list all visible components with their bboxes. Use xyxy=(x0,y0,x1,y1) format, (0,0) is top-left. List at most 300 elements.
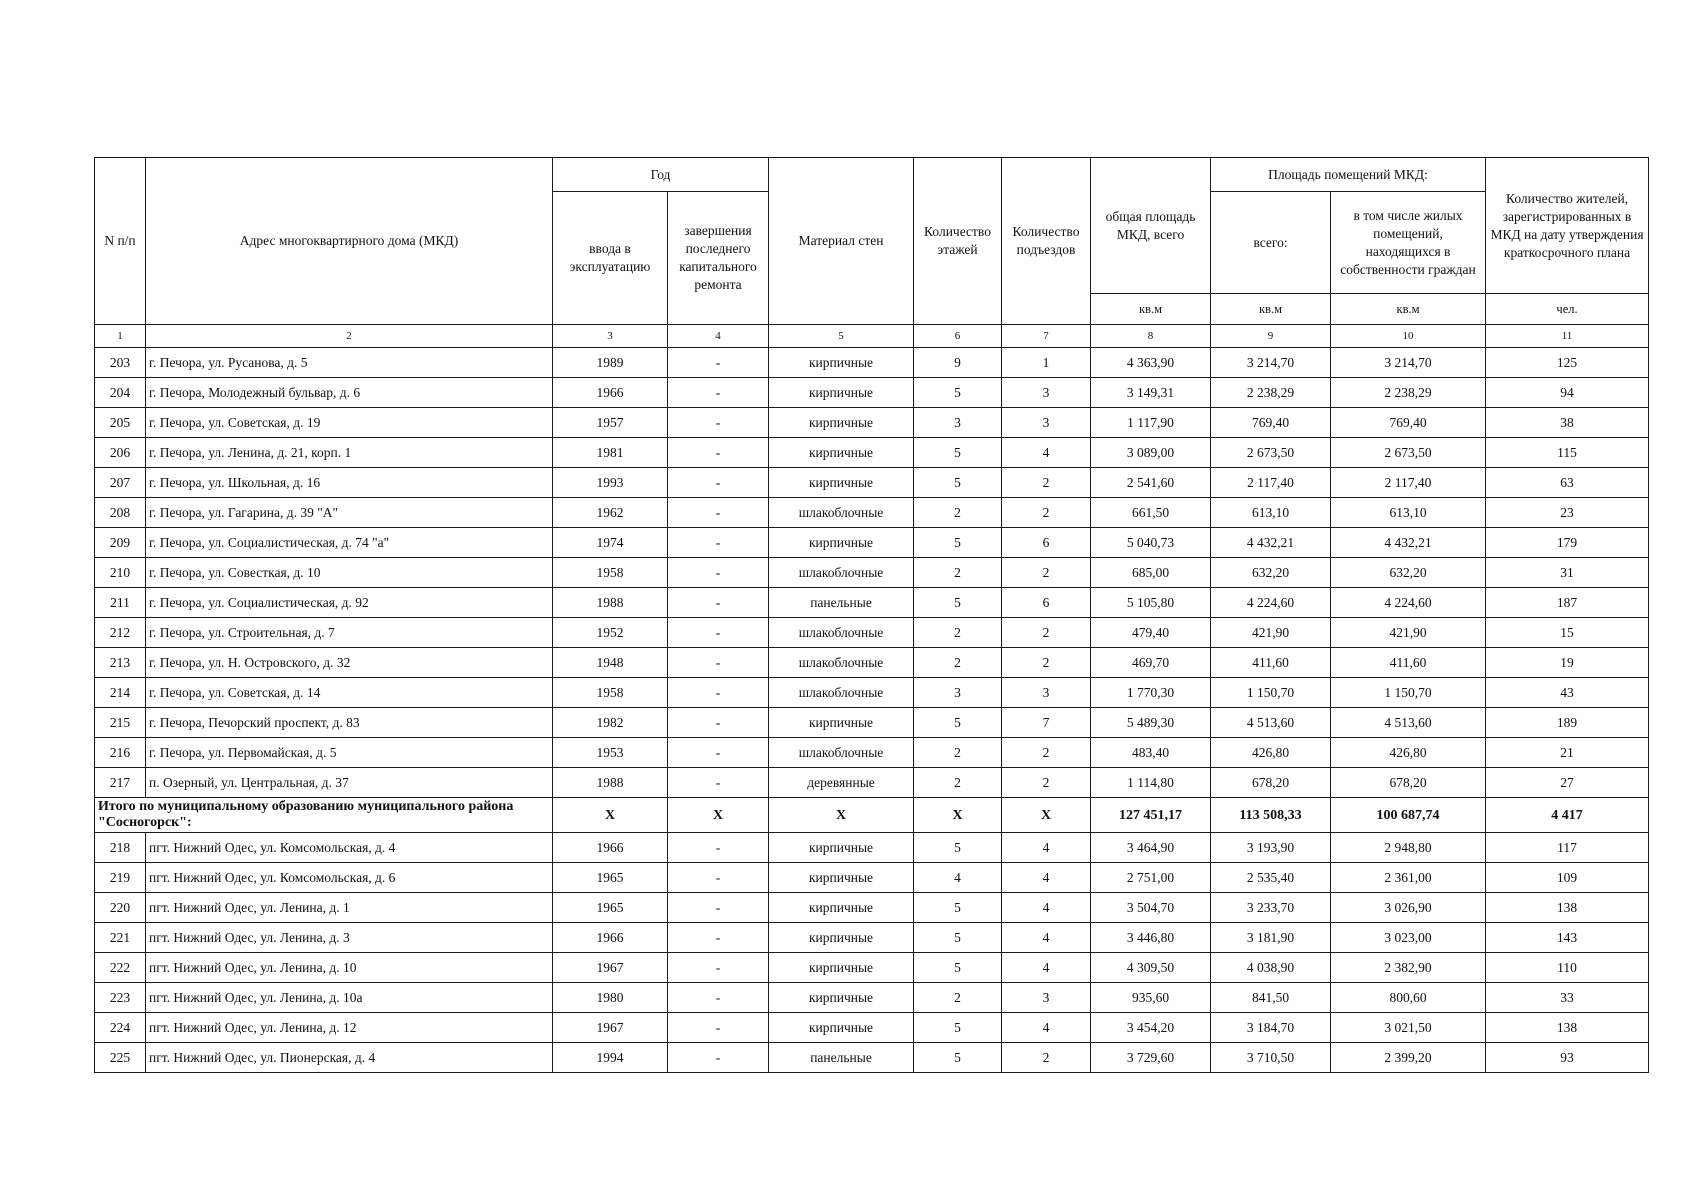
wall-material-cell: деревянные xyxy=(769,768,914,798)
floors-cell: 5 xyxy=(914,528,1002,558)
entrances-cell: 6 xyxy=(1002,588,1091,618)
year-commission-cell: 1957 xyxy=(553,408,668,438)
entrances-cell: 2 xyxy=(1002,468,1091,498)
premises-private-cell: 2 382,90 xyxy=(1331,953,1486,983)
row-number: 210 xyxy=(95,558,146,588)
premises-private-cell: 800,60 xyxy=(1331,983,1486,1013)
row-number: 222 xyxy=(95,953,146,983)
address-cell: г. Печора, Печорский проспект, д. 83 xyxy=(146,708,553,738)
premises-all-cell: 411,60 xyxy=(1211,648,1331,678)
table-row xyxy=(95,983,1649,1013)
table-row xyxy=(95,1013,1649,1043)
entrances-cell: 4 xyxy=(1002,833,1091,863)
year-repair-cell: - xyxy=(668,438,769,468)
column-number: 9 xyxy=(1211,325,1331,348)
table-row xyxy=(95,468,1649,498)
total-value: 100 687,74 xyxy=(1331,798,1486,833)
table-row xyxy=(95,438,1649,468)
entrances-cell: 6 xyxy=(1002,528,1091,558)
entrances-cell: 4 xyxy=(1002,893,1091,923)
year-commission-cell: 1958 xyxy=(553,678,668,708)
floors-cell: 4 xyxy=(914,863,1002,893)
premises-private-cell: 3 021,50 xyxy=(1331,1013,1486,1043)
entrances-cell: 3 xyxy=(1002,378,1091,408)
address-cell: пгт. Нижний Одес, ул. Ленина, д. 12 xyxy=(146,1013,553,1043)
floors-cell: 2 xyxy=(914,738,1002,768)
premises-all-cell: 1 150,70 xyxy=(1211,678,1331,708)
wall-material-cell: панельные xyxy=(769,1043,914,1073)
total-area-cell: 3 446,80 xyxy=(1091,923,1211,953)
total-value: X xyxy=(1002,798,1091,833)
floors-cell: 5 xyxy=(914,438,1002,468)
year-commission-cell: 1994 xyxy=(553,1043,668,1073)
premises-all-cell: 3 214,70 xyxy=(1211,348,1331,378)
entrances-cell: 2 xyxy=(1002,648,1091,678)
total-area-cell: 3 149,31 xyxy=(1091,378,1211,408)
residents-cell: 179 xyxy=(1486,528,1649,558)
premises-private-cell: 2 361,00 xyxy=(1331,863,1486,893)
year-repair-cell: - xyxy=(668,738,769,768)
premises-private-cell: 2 673,50 xyxy=(1331,438,1486,468)
year-commission-cell: 1967 xyxy=(553,953,668,983)
table-row xyxy=(95,833,1649,863)
year-commission-cell: 1974 xyxy=(553,528,668,558)
total-area-cell: 3 454,20 xyxy=(1091,1013,1211,1043)
premises-all-cell: 3 193,90 xyxy=(1211,833,1331,863)
year-repair-cell: - xyxy=(668,408,769,438)
row-number: 219 xyxy=(95,863,146,893)
year-commission-cell: 1966 xyxy=(553,833,668,863)
address-cell: пгт. Нижний Одес, ул. Пионерская, д. 4 xyxy=(146,1043,553,1073)
table-row xyxy=(95,953,1649,983)
total-area-cell: 3 504,70 xyxy=(1091,893,1211,923)
year-repair-cell: - xyxy=(668,863,769,893)
premises-all-cell: 841,50 xyxy=(1211,983,1331,1013)
header-year-commission: ввода в эксплуатацию xyxy=(553,192,668,325)
wall-material-cell: кирпичные xyxy=(769,708,914,738)
premises-all-cell: 4 038,90 xyxy=(1211,953,1331,983)
wall-material-cell: кирпичные xyxy=(769,528,914,558)
year-repair-cell: - xyxy=(668,348,769,378)
table-row xyxy=(95,708,1649,738)
wall-material-cell: шлакоблочные xyxy=(769,618,914,648)
row-number: 212 xyxy=(95,618,146,648)
table-row xyxy=(95,498,1649,528)
wall-material-cell: кирпичные xyxy=(769,1013,914,1043)
residents-cell: 23 xyxy=(1486,498,1649,528)
header-year-repair: завершения последнего капитального ремонта xyxy=(668,192,769,325)
wall-material-cell: шлакоблочные xyxy=(769,558,914,588)
residents-cell: 138 xyxy=(1486,1013,1649,1043)
residents-cell: 189 xyxy=(1486,708,1649,738)
year-commission-cell: 1967 xyxy=(553,1013,668,1043)
premises-private-cell: 632,20 xyxy=(1331,558,1486,588)
year-repair-cell: - xyxy=(668,498,769,528)
year-repair-cell: - xyxy=(668,648,769,678)
unit-premises-private: кв.м xyxy=(1331,294,1486,325)
total-value: X xyxy=(553,798,668,833)
year-repair-cell: - xyxy=(668,678,769,708)
premises-all-cell: 769,40 xyxy=(1211,408,1331,438)
header-wall-material: Материал стен xyxy=(769,158,914,325)
year-commission-cell: 1993 xyxy=(553,468,668,498)
entrances-cell: 4 xyxy=(1002,438,1091,468)
table-row xyxy=(95,1043,1649,1073)
entrances-cell: 3 xyxy=(1002,408,1091,438)
entrances-cell: 2 xyxy=(1002,498,1091,528)
wall-material-cell: кирпичные xyxy=(769,438,914,468)
column-number: 2 xyxy=(146,325,553,348)
year-commission-cell: 1966 xyxy=(553,923,668,953)
year-repair-cell: - xyxy=(668,833,769,863)
row-number: 203 xyxy=(95,348,146,378)
total-value: 4 417 xyxy=(1486,798,1649,833)
floors-cell: 3 xyxy=(914,678,1002,708)
table-row xyxy=(95,648,1649,678)
wall-material-cell: кирпичные xyxy=(769,378,914,408)
floors-cell: 5 xyxy=(914,1013,1002,1043)
header-address: Адрес многоквартирного дома (МКД) xyxy=(146,158,553,325)
premises-private-cell: 2 399,20 xyxy=(1331,1043,1486,1073)
floors-cell: 5 xyxy=(914,1043,1002,1073)
table-row xyxy=(95,558,1649,588)
header-floors: Количество этажей xyxy=(914,158,1002,325)
table-row xyxy=(95,863,1649,893)
wall-material-cell: кирпичные xyxy=(769,833,914,863)
year-repair-cell: - xyxy=(668,528,769,558)
total-value: 113 508,33 xyxy=(1211,798,1331,833)
floors-cell: 5 xyxy=(914,468,1002,498)
entrances-cell: 4 xyxy=(1002,863,1091,893)
total-label: Итого по муниципальному образованию муниципального района "Сосногорск": xyxy=(95,798,553,833)
floors-cell: 3 xyxy=(914,408,1002,438)
address-cell: пгт. Нижний Одес, ул. Комсомольская, д. 6 xyxy=(146,863,553,893)
total-area-cell: 685,00 xyxy=(1091,558,1211,588)
header-total-area: общая площадь МКД, всего xyxy=(1091,158,1211,294)
column-number: 4 xyxy=(668,325,769,348)
row-number: 204 xyxy=(95,378,146,408)
residents-cell: 21 xyxy=(1486,738,1649,768)
entrances-cell: 2 xyxy=(1002,738,1091,768)
year-repair-cell: - xyxy=(668,618,769,648)
total-row xyxy=(95,798,1649,833)
row-number: 218 xyxy=(95,833,146,863)
residents-cell: 117 xyxy=(1486,833,1649,863)
entrances-cell: 4 xyxy=(1002,953,1091,983)
floors-cell: 5 xyxy=(914,588,1002,618)
premises-private-cell: 3 026,90 xyxy=(1331,893,1486,923)
header-row-1 xyxy=(95,158,1649,192)
floors-cell: 5 xyxy=(914,708,1002,738)
year-commission-cell: 1958 xyxy=(553,558,668,588)
premises-all-cell: 4 432,21 xyxy=(1211,528,1331,558)
address-cell: г. Печора, ул. Первомайская, д. 5 xyxy=(146,738,553,768)
premises-private-cell: 769,40 xyxy=(1331,408,1486,438)
premises-private-cell: 3 214,70 xyxy=(1331,348,1486,378)
row-number: 217 xyxy=(95,768,146,798)
residents-cell: 115 xyxy=(1486,438,1649,468)
address-cell: г. Печора, ул. Социалистическая, д. 74 "а" xyxy=(146,528,553,558)
table-row xyxy=(95,678,1649,708)
residents-cell: 138 xyxy=(1486,893,1649,923)
entrances-cell: 2 xyxy=(1002,618,1091,648)
total-area-cell: 3 089,00 xyxy=(1091,438,1211,468)
address-cell: г. Печора, ул. Совесткая, д. 10 xyxy=(146,558,553,588)
total-area-cell: 4 363,90 xyxy=(1091,348,1211,378)
row-number: 205 xyxy=(95,408,146,438)
premises-private-cell: 4 513,60 xyxy=(1331,708,1486,738)
wall-material-cell: панельные xyxy=(769,588,914,618)
total-area-cell: 1 770,30 xyxy=(1091,678,1211,708)
year-repair-cell: - xyxy=(668,708,769,738)
year-commission-cell: 1948 xyxy=(553,648,668,678)
premises-all-cell: 613,10 xyxy=(1211,498,1331,528)
total-area-cell: 661,50 xyxy=(1091,498,1211,528)
column-number: 5 xyxy=(769,325,914,348)
row-number: 207 xyxy=(95,468,146,498)
column-number-row xyxy=(95,325,1649,348)
residents-cell: 187 xyxy=(1486,588,1649,618)
header-year: Год xyxy=(553,158,769,192)
total-area-cell: 2 541,60 xyxy=(1091,468,1211,498)
address-cell: г. Печора, ул. Русанова, д. 5 xyxy=(146,348,553,378)
year-repair-cell: - xyxy=(668,588,769,618)
premises-all-cell: 4 224,60 xyxy=(1211,588,1331,618)
entrances-cell: 1 xyxy=(1002,348,1091,378)
premises-private-cell: 411,60 xyxy=(1331,648,1486,678)
year-commission-cell: 1965 xyxy=(553,863,668,893)
premises-private-cell: 613,10 xyxy=(1331,498,1486,528)
residents-cell: 93 xyxy=(1486,1043,1649,1073)
residents-cell: 110 xyxy=(1486,953,1649,983)
address-cell: г. Печора, ул. Социалистическая, д. 92 xyxy=(146,588,553,618)
table-row xyxy=(95,618,1649,648)
address-cell: пгт. Нижний Одес, ул. Ленина, д. 10 xyxy=(146,953,553,983)
entrances-cell: 7 xyxy=(1002,708,1091,738)
table-row xyxy=(95,348,1649,378)
header-n: N п/п xyxy=(95,158,146,325)
row-number: 225 xyxy=(95,1043,146,1073)
address-cell: г. Печора, ул. Ленина, д. 21, корп. 1 xyxy=(146,438,553,468)
residents-cell: 38 xyxy=(1486,408,1649,438)
premises-all-cell: 2 673,50 xyxy=(1211,438,1331,468)
row-number: 211 xyxy=(95,588,146,618)
table-row xyxy=(95,408,1649,438)
table-row xyxy=(95,923,1649,953)
year-repair-cell: - xyxy=(668,768,769,798)
premises-private-cell: 678,20 xyxy=(1331,768,1486,798)
premises-all-cell: 632,20 xyxy=(1211,558,1331,588)
year-commission-cell: 1965 xyxy=(553,893,668,923)
header-residents: Количество жителей, зарегистрированных в МКД на дату утверждения краткосрочного плана xyxy=(1486,158,1649,294)
premises-all-cell: 2 238,29 xyxy=(1211,378,1331,408)
year-repair-cell: - xyxy=(668,1043,769,1073)
wall-material-cell: шлакоблочные xyxy=(769,498,914,528)
address-cell: пгт. Нижний Одес, ул. Ленина, д. 10а xyxy=(146,983,553,1013)
floors-cell: 2 xyxy=(914,618,1002,648)
row-number: 213 xyxy=(95,648,146,678)
residents-cell: 94 xyxy=(1486,378,1649,408)
table-row xyxy=(95,768,1649,798)
premises-private-cell: 421,90 xyxy=(1331,618,1486,648)
column-number: 6 xyxy=(914,325,1002,348)
housing-table xyxy=(94,157,1649,1073)
total-area-cell: 2 751,00 xyxy=(1091,863,1211,893)
floors-cell: 5 xyxy=(914,923,1002,953)
total-area-cell: 935,60 xyxy=(1091,983,1211,1013)
residents-cell: 27 xyxy=(1486,768,1649,798)
total-value: 127 451,17 xyxy=(1091,798,1211,833)
premises-all-cell: 3 184,70 xyxy=(1211,1013,1331,1043)
wall-material-cell: кирпичные xyxy=(769,893,914,923)
total-area-cell: 483,40 xyxy=(1091,738,1211,768)
address-cell: пгт. Нижний Одес, ул. Ленина, д. 3 xyxy=(146,923,553,953)
floors-cell: 2 xyxy=(914,558,1002,588)
total-area-cell: 5 040,73 xyxy=(1091,528,1211,558)
address-cell: г. Печора, ул. Н. Островского, д. 32 xyxy=(146,648,553,678)
wall-material-cell: шлакоблочные xyxy=(769,648,914,678)
wall-material-cell: кирпичные xyxy=(769,408,914,438)
premises-private-cell: 426,80 xyxy=(1331,738,1486,768)
premises-all-cell: 421,90 xyxy=(1211,618,1331,648)
year-commission-cell: 1953 xyxy=(553,738,668,768)
table-row xyxy=(95,378,1649,408)
total-area-cell: 5 489,30 xyxy=(1091,708,1211,738)
floors-cell: 5 xyxy=(914,378,1002,408)
header-premises-area: Площадь помещений МКД: xyxy=(1211,158,1486,192)
row-number: 206 xyxy=(95,438,146,468)
total-area-cell: 1 114,80 xyxy=(1091,768,1211,798)
floors-cell: 2 xyxy=(914,648,1002,678)
year-repair-cell: - xyxy=(668,1013,769,1043)
year-commission-cell: 1989 xyxy=(553,348,668,378)
premises-private-cell: 2 117,40 xyxy=(1331,468,1486,498)
row-number: 216 xyxy=(95,738,146,768)
floors-cell: 2 xyxy=(914,498,1002,528)
residents-cell: 43 xyxy=(1486,678,1649,708)
header-entrances: Количество подъездов xyxy=(1002,158,1091,325)
year-commission-cell: 1981 xyxy=(553,438,668,468)
entrances-cell: 2 xyxy=(1002,768,1091,798)
row-number: 223 xyxy=(95,983,146,1013)
floors-cell: 2 xyxy=(914,983,1002,1013)
column-number: 7 xyxy=(1002,325,1091,348)
total-value: X xyxy=(769,798,914,833)
unit-total-area: кв.м xyxy=(1091,294,1211,325)
premises-all-cell: 426,80 xyxy=(1211,738,1331,768)
premises-all-cell: 3 233,70 xyxy=(1211,893,1331,923)
address-cell: г. Печора, ул. Советская, д. 14 xyxy=(146,678,553,708)
year-repair-cell: - xyxy=(668,893,769,923)
address-cell: г. Печора, ул. Строительная, д. 7 xyxy=(146,618,553,648)
premises-private-cell: 2 238,29 xyxy=(1331,378,1486,408)
entrances-cell: 3 xyxy=(1002,983,1091,1013)
total-area-cell: 3 464,90 xyxy=(1091,833,1211,863)
floors-cell: 5 xyxy=(914,833,1002,863)
residents-cell: 33 xyxy=(1486,983,1649,1013)
address-cell: г. Печора, Молодежный бульвар, д. 6 xyxy=(146,378,553,408)
row-number: 220 xyxy=(95,893,146,923)
table-row xyxy=(95,528,1649,558)
year-commission-cell: 1982 xyxy=(553,708,668,738)
total-area-cell: 1 117,90 xyxy=(1091,408,1211,438)
year-repair-cell: - xyxy=(668,558,769,588)
premises-all-cell: 678,20 xyxy=(1211,768,1331,798)
wall-material-cell: кирпичные xyxy=(769,468,914,498)
wall-material-cell: шлакоблочные xyxy=(769,738,914,768)
address-cell: пгт. Нижний Одес, ул. Ленина, д. 1 xyxy=(146,893,553,923)
wall-material-cell: кирпичные xyxy=(769,953,914,983)
year-commission-cell: 1962 xyxy=(553,498,668,528)
table-row xyxy=(95,588,1649,618)
column-number: 1 xyxy=(95,325,146,348)
premises-all-cell: 2 117,40 xyxy=(1211,468,1331,498)
premises-all-cell: 3 710,50 xyxy=(1211,1043,1331,1073)
year-repair-cell: - xyxy=(668,953,769,983)
row-number: 209 xyxy=(95,528,146,558)
wall-material-cell: кирпичные xyxy=(769,863,914,893)
year-commission-cell: 1988 xyxy=(553,588,668,618)
table-row xyxy=(95,893,1649,923)
total-area-cell: 3 729,60 xyxy=(1091,1043,1211,1073)
address-cell: г. Печора, ул. Школьная, д. 16 xyxy=(146,468,553,498)
wall-material-cell: кирпичные xyxy=(769,348,914,378)
total-value: X xyxy=(914,798,1002,833)
premises-private-cell: 4 224,60 xyxy=(1331,588,1486,618)
column-number: 3 xyxy=(553,325,668,348)
wall-material-cell: кирпичные xyxy=(769,923,914,953)
row-number: 214 xyxy=(95,678,146,708)
entrances-cell: 3 xyxy=(1002,678,1091,708)
floors-cell: 5 xyxy=(914,893,1002,923)
entrances-cell: 4 xyxy=(1002,923,1091,953)
unit-premises-all: кв.м xyxy=(1211,294,1331,325)
total-value: X xyxy=(668,798,769,833)
total-area-cell: 469,70 xyxy=(1091,648,1211,678)
entrances-cell: 4 xyxy=(1002,1013,1091,1043)
residents-cell: 15 xyxy=(1486,618,1649,648)
address-cell: г. Печора, ул. Гагарина, д. 39 "А" xyxy=(146,498,553,528)
column-number: 11 xyxy=(1486,325,1649,348)
row-number: 208 xyxy=(95,498,146,528)
premises-private-cell: 2 948,80 xyxy=(1331,833,1486,863)
year-repair-cell: - xyxy=(668,923,769,953)
residents-cell: 31 xyxy=(1486,558,1649,588)
floors-cell: 2 xyxy=(914,768,1002,798)
floors-cell: 5 xyxy=(914,953,1002,983)
floors-cell: 9 xyxy=(914,348,1002,378)
year-repair-cell: - xyxy=(668,468,769,498)
year-commission-cell: 1952 xyxy=(553,618,668,648)
residents-cell: 143 xyxy=(1486,923,1649,953)
residents-cell: 19 xyxy=(1486,648,1649,678)
premises-all-cell: 2 535,40 xyxy=(1211,863,1331,893)
address-cell: п. Озерный, ул. Центральная, д. 37 xyxy=(146,768,553,798)
residents-cell: 125 xyxy=(1486,348,1649,378)
header-premises-private: в том числе жилых помещений, находящихся в собственности граждан xyxy=(1331,192,1486,294)
wall-material-cell: кирпичные xyxy=(769,983,914,1013)
year-commission-cell: 1966 xyxy=(553,378,668,408)
premises-private-cell: 1 150,70 xyxy=(1331,678,1486,708)
entrances-cell: 2 xyxy=(1002,558,1091,588)
premises-all-cell: 3 181,90 xyxy=(1211,923,1331,953)
year-repair-cell: - xyxy=(668,983,769,1013)
row-number: 215 xyxy=(95,708,146,738)
unit-residents: чел. xyxy=(1486,294,1649,325)
entrances-cell: 2 xyxy=(1002,1043,1091,1073)
wall-material-cell: шлакоблочные xyxy=(769,678,914,708)
premises-private-cell: 3 023,00 xyxy=(1331,923,1486,953)
